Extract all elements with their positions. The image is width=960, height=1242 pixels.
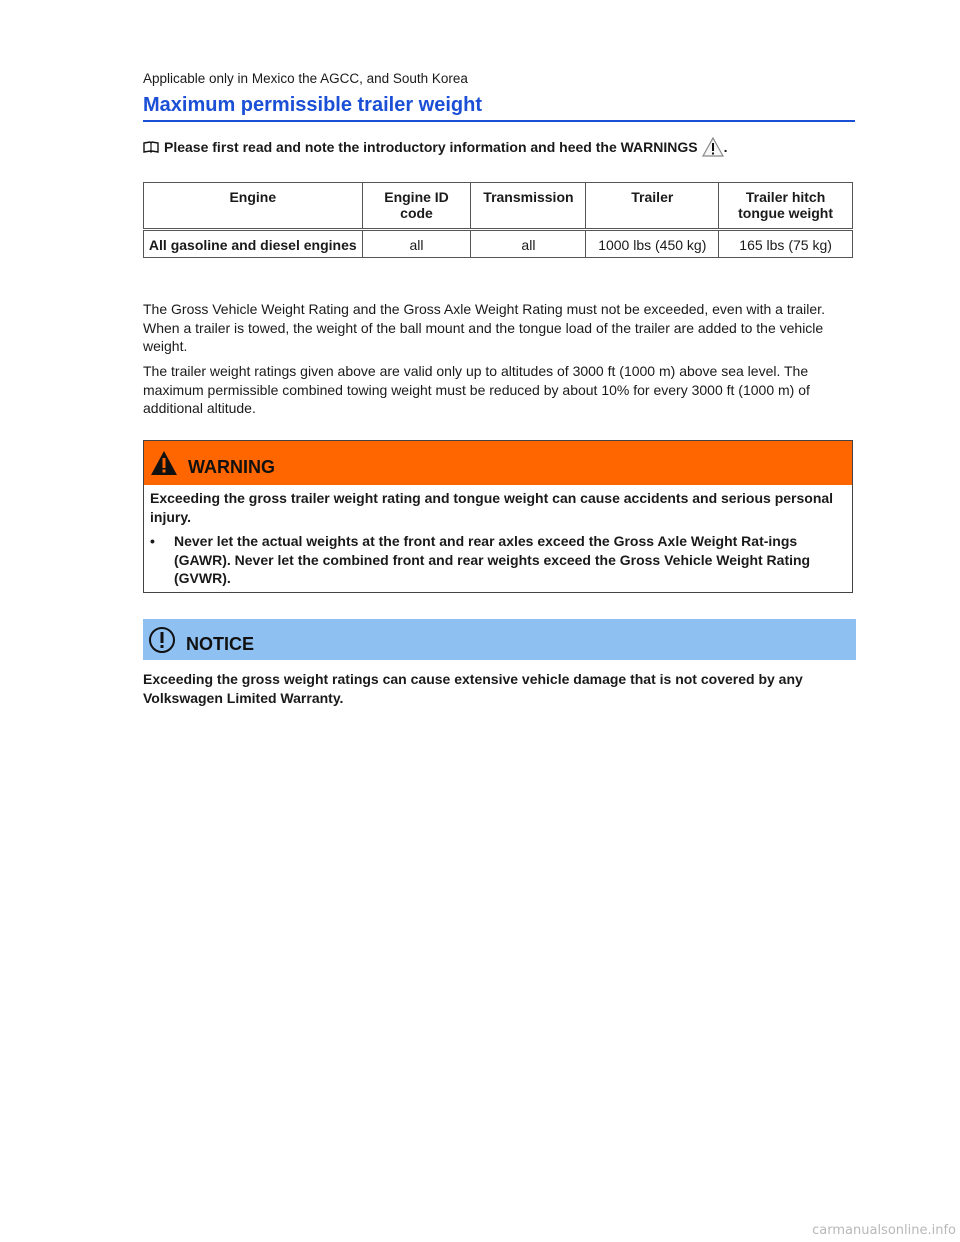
warning-bullet [150, 532, 846, 588]
table-header-row [144, 183, 853, 230]
intro-text: Please first read and note the introductory information and heed the WARNINGS [164, 139, 698, 155]
exclamation-circle-icon [148, 626, 176, 654]
header-trailer: Trailer [586, 183, 719, 230]
table-row [144, 230, 853, 258]
notice-header [143, 619, 856, 660]
header-tongue-weight: Trailer hitch tongue weight [719, 183, 853, 230]
intro-line [143, 137, 855, 157]
trailer-weight-table [143, 182, 853, 258]
intro-end: . [723, 139, 728, 155]
cell-tongue-weight: 165 lbs (75 kg) [719, 230, 853, 258]
warning-header [144, 440, 852, 485]
bullet-symbol: • [150, 533, 155, 549]
header-engine-id-code: Engine ID code [362, 183, 471, 230]
warning-title: WARNING [188, 456, 275, 477]
page-title: Maximum permissible trailer weight [143, 94, 855, 122]
header-transmission: Transmission [471, 183, 586, 230]
cell-transmission: all [471, 230, 586, 258]
notice-text: Exceeding the gross weight ratings can cause extensive vehicle damage that is not covered by any Volkswagen Limited Warranty. [143, 671, 803, 706]
cell-trailer: 1000 lbs (450 kg) [586, 230, 719, 258]
watermark: carmanualsonline.info [812, 1223, 956, 1238]
paragraph-altitude: The trailer weight ratings given above are valid only up to altitudes of 3000 ft (1000 m) above sea level. The maximum permissible combined towing weight must be reduced by about 10% for every 3000 ft (1000 m) of additional altitude. [143, 363, 810, 416]
book-icon [143, 141, 159, 153]
cell-engine-id-code: all [362, 230, 471, 258]
applicability-note: Applicable only in Mexico the AGCC, and South Korea [143, 71, 468, 86]
warning-body [144, 485, 852, 592]
warning-bullet-text: Never let the actual weights at the front and rear axles exceed the Gross Axle Weight Rat-ings (GAWR). Never let the combined front and rear weights exceed the Gross Vehicle Weight Rating (GVWR). [174, 533, 811, 586]
header-engine: Engine [144, 183, 363, 230]
warning-triangle-icon [702, 137, 724, 157]
warning-text: Exceeding the gross trailer weight rating and tongue weight can cause accidents and serious personal injury. [150, 490, 834, 525]
paragraph-weight-ratings: The Gross Vehicle Weight Rating and the Gross Axle Weight Rating must not be exceeded, even with a trailer. When a trailer is towed, the weight of the ball mount and the tongue load of the trailer are added to the vehicle weight. [143, 301, 825, 354]
warning-triangle-icon [150, 450, 178, 476]
warning-box [143, 440, 853, 593]
notice-title: NOTICE [186, 634, 255, 654]
cell-engine: All gasoline and diesel engines [144, 230, 363, 258]
